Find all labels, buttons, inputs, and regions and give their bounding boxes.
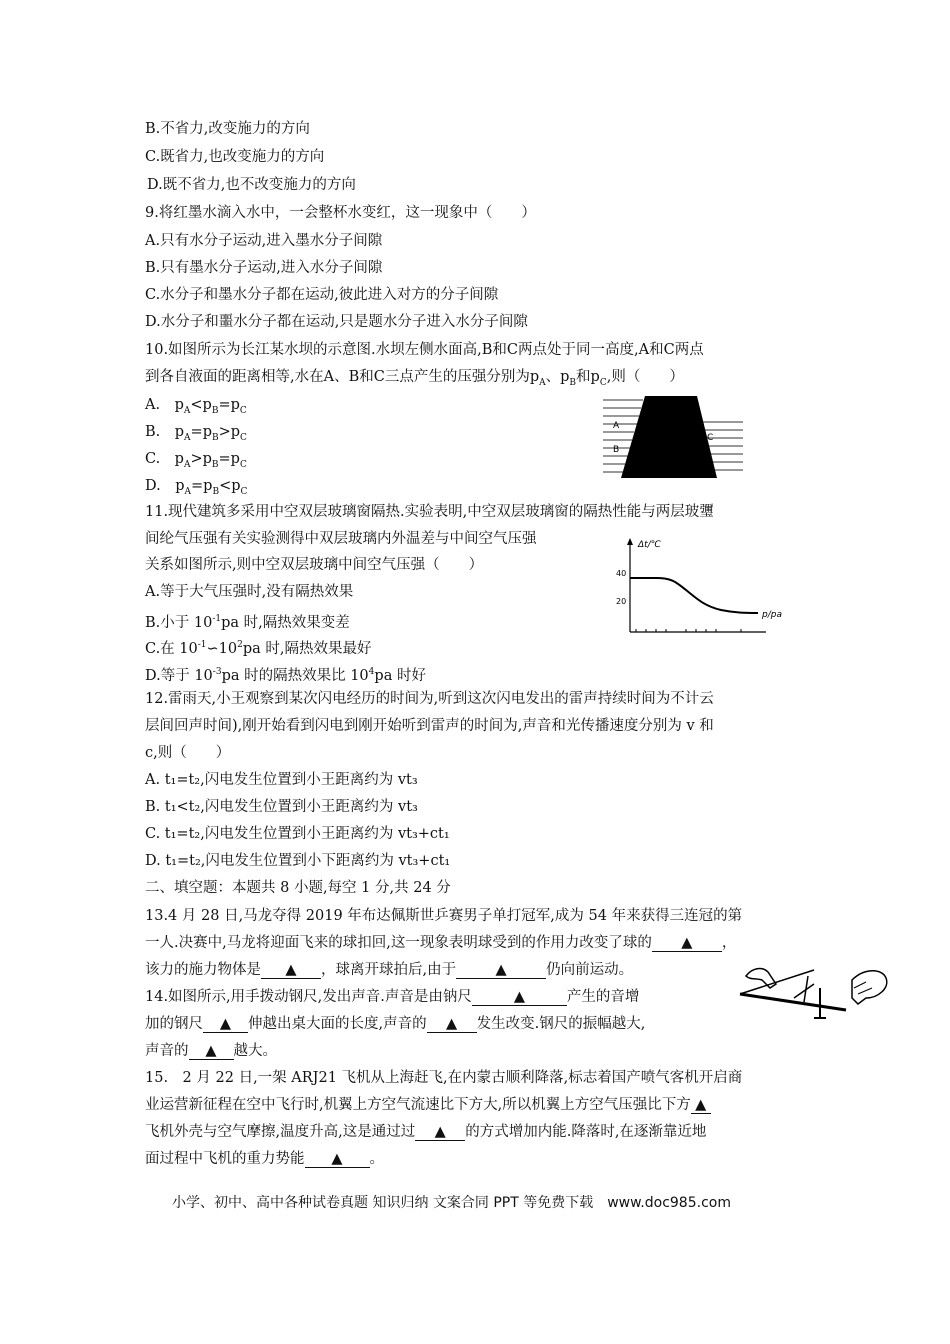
q10-option-a: A. $p_A<p_B=p_C$ [145, 397, 247, 416]
q12-stem-line1: 12.雷雨天,小王观察到某次闪电经历的时间为,听到这次闪电发出的雷声持续时间为不计云 [145, 691, 714, 707]
chart-ylabel: Δt/℃ [638, 540, 661, 550]
chart-xlabel: p/pa [762, 610, 782, 620]
q14-line1: 14.如图所示,用手拨动钢尺,发出声音.声音是由钠尺 ▲ 产生的音增 [145, 989, 640, 1005]
q12-option-c: C. t₁=t₂,闪电发生位置到小王距离约为 vt₃+ct₁ [145, 826, 450, 842]
q9-option-c: C.水分子和墨水分子都在运动,彼此进入对方的分子间隙 [145, 287, 499, 303]
q9-stem: 9.将红墨水滴入水中，一会整杯水变红，这一现象中（ ） [145, 205, 536, 221]
q8-option-b: B.不省力,改变施力的方向 [145, 121, 310, 137]
q15-blank-2[interactable]: ▲ [415, 1124, 465, 1141]
q13-blank-1[interactable]: ▲ [652, 935, 722, 952]
dam-figure [603, 394, 743, 480]
page-footer: 小学、初中、高中各种试卷真题 知识归纳 文案合同 PPT 等免费下载 www.doc985.com [172, 1195, 731, 1211]
q14-blank-3[interactable]: ▲ [427, 1016, 477, 1033]
pressure-temperature-chart [616, 536, 796, 640]
q9-option-a: A.只有水分子运动,进入墨水分子间隙 [145, 233, 383, 249]
q8-option-d: D.既不省力,也不改变施力的方向 [147, 177, 356, 193]
q9-option-b: B.只有墨水分子运动,进入水分子间隙 [145, 260, 383, 276]
q11-stem-line3: 关系如图所示,则中空双层玻璃中间空气压强（ ） [145, 557, 484, 573]
q12-option-d: D. t₁=t₂,闪电发生位置到小下距离约为 vt₃+ct₁ [145, 853, 451, 869]
q10-option-b: B. $p_A=p_B>p_C$ [145, 424, 247, 443]
q12-stem-line3: c,则（ ） [145, 745, 231, 761]
chart-y40: 40 [616, 569, 627, 578]
q13-blank-2[interactable]: ▲ [261, 962, 321, 979]
q11-option-c: C.在 $10^{-1}∽10^2pa$ 时,隔热效果最好 [145, 640, 372, 657]
q15-blank-3[interactable]: ▲ [305, 1151, 370, 1168]
q10-option-d: D. $p_A=p_B<p_C$ [145, 478, 248, 497]
q11-stem-line1: 11.现代建筑多采用中空双层玻璃窗隔热.实验表明,中空双层玻璃窗的隔热性能与两层玻瓕 [145, 504, 714, 520]
dam-label-a: A [613, 421, 620, 431]
steel-ruler-figure [734, 958, 894, 1034]
q14-blank-1[interactable]: ▲ [472, 989, 567, 1006]
q11-option-b: B.小于 $10^{-1}pa$ 时,隔热效果变差 [145, 614, 350, 631]
q13-line2: 一人.决赛中,马龙将迎面飞来的球扣回,这一现象表明球受到的作用力改变了球的 ▲ ， [145, 935, 737, 951]
q15-line2: 业运营新征程在空中飞行时,机翼上方空气流速比下方大,所以机翼上方空气压强比下方 ▲ [145, 1095, 711, 1115]
dam-label-b: B [613, 445, 620, 455]
q14-blank-4[interactable]: ▲ [189, 1043, 234, 1060]
q12-stem-line2: 层间回声时间),刚开始看到闪电到刚开始听到雷声的时间为,声音和光传播速度分别为 v 和 [145, 718, 714, 734]
q10-stem-line1: 10.如图所示为长江某水坝的示意图.水坝左侧水面高,B和C两点处于同一高度,A和C两点 [145, 342, 704, 358]
q14-blank-2[interactable]: ▲ [203, 1016, 248, 1033]
q9-option-d: D.水分子和噩水分子都在运动,只是题水分子进入水分子间隙 [145, 314, 528, 330]
q11-option-d: D.等于 $10^{-3}pa$ 时的隔热效果比 $10^4pa$ 时好 [145, 667, 426, 684]
q11-stem-line2: 间纶气压强有关实验测得中双层玻璃内外温差与中间空气压强 [145, 531, 537, 547]
q12-option-a: A. t₁=t₂,闪电发生位置到小王距离约为 vt₃ [145, 772, 418, 788]
chart-y20: 20 [616, 597, 627, 606]
q8-option-c: C.既省力,也改变施力的方向 [145, 149, 325, 165]
q12-option-b: B. t₁<t₂,闪电发生位置到小王距离约为 vt₃ [145, 799, 418, 815]
q13-blank-3[interactable]: ▲ [456, 962, 546, 979]
q13-line3: 该力的施力物体是 ▲ ，球离开球拍后,由于 ▲ 仍向前运动。 [145, 962, 634, 978]
q13-line1: 13.4 月 28 日,马龙夺得 2019 年布达佩斯世乒赛男子单打冠军,成为 54 年来获得三连冠的第 [145, 908, 743, 924]
q10-option-c: C. $p_A>p_B=p_C$ [145, 451, 247, 470]
q14-line3: 声音的 ▲ 越大。 [145, 1043, 277, 1059]
q11-option-a: A.等于大气压强时,没有隔热效果 [145, 584, 354, 600]
q14-line2: 加的钢尺 ▲ 伸越出桌大面的长度,声音的 ▲ 发生改变.钢尺的振幅越大, [145, 1016, 646, 1032]
q10-stem-line2: 到各自液面的距离相等,水在A、B和C三点产生的压强分别为$p_A$、$p_B$和$p_C$,则（ ） [145, 369, 684, 388]
q15-line4: 面过程中飞机的重力势能 ▲ 。 [145, 1151, 384, 1167]
q15-line3: 飞机外壳与空气摩擦,温度升高,这是通过过 ▲ 的方式增加内能.降落时,在逐渐靠近地 [145, 1124, 707, 1140]
dam-label-c: C [707, 433, 714, 443]
section-two-heading: 二、填空题：本题共 8 小题,每空 1 分,共 24 分 [145, 880, 451, 896]
q15-blank-1[interactable]: ▲ [691, 1097, 711, 1114]
q15-line1: 15. 2 月 22 日,一架 ARJ21 飞机从上海赶飞,在内蒙古顺利降落,标志着国产喷气客机开启商 [145, 1070, 743, 1086]
